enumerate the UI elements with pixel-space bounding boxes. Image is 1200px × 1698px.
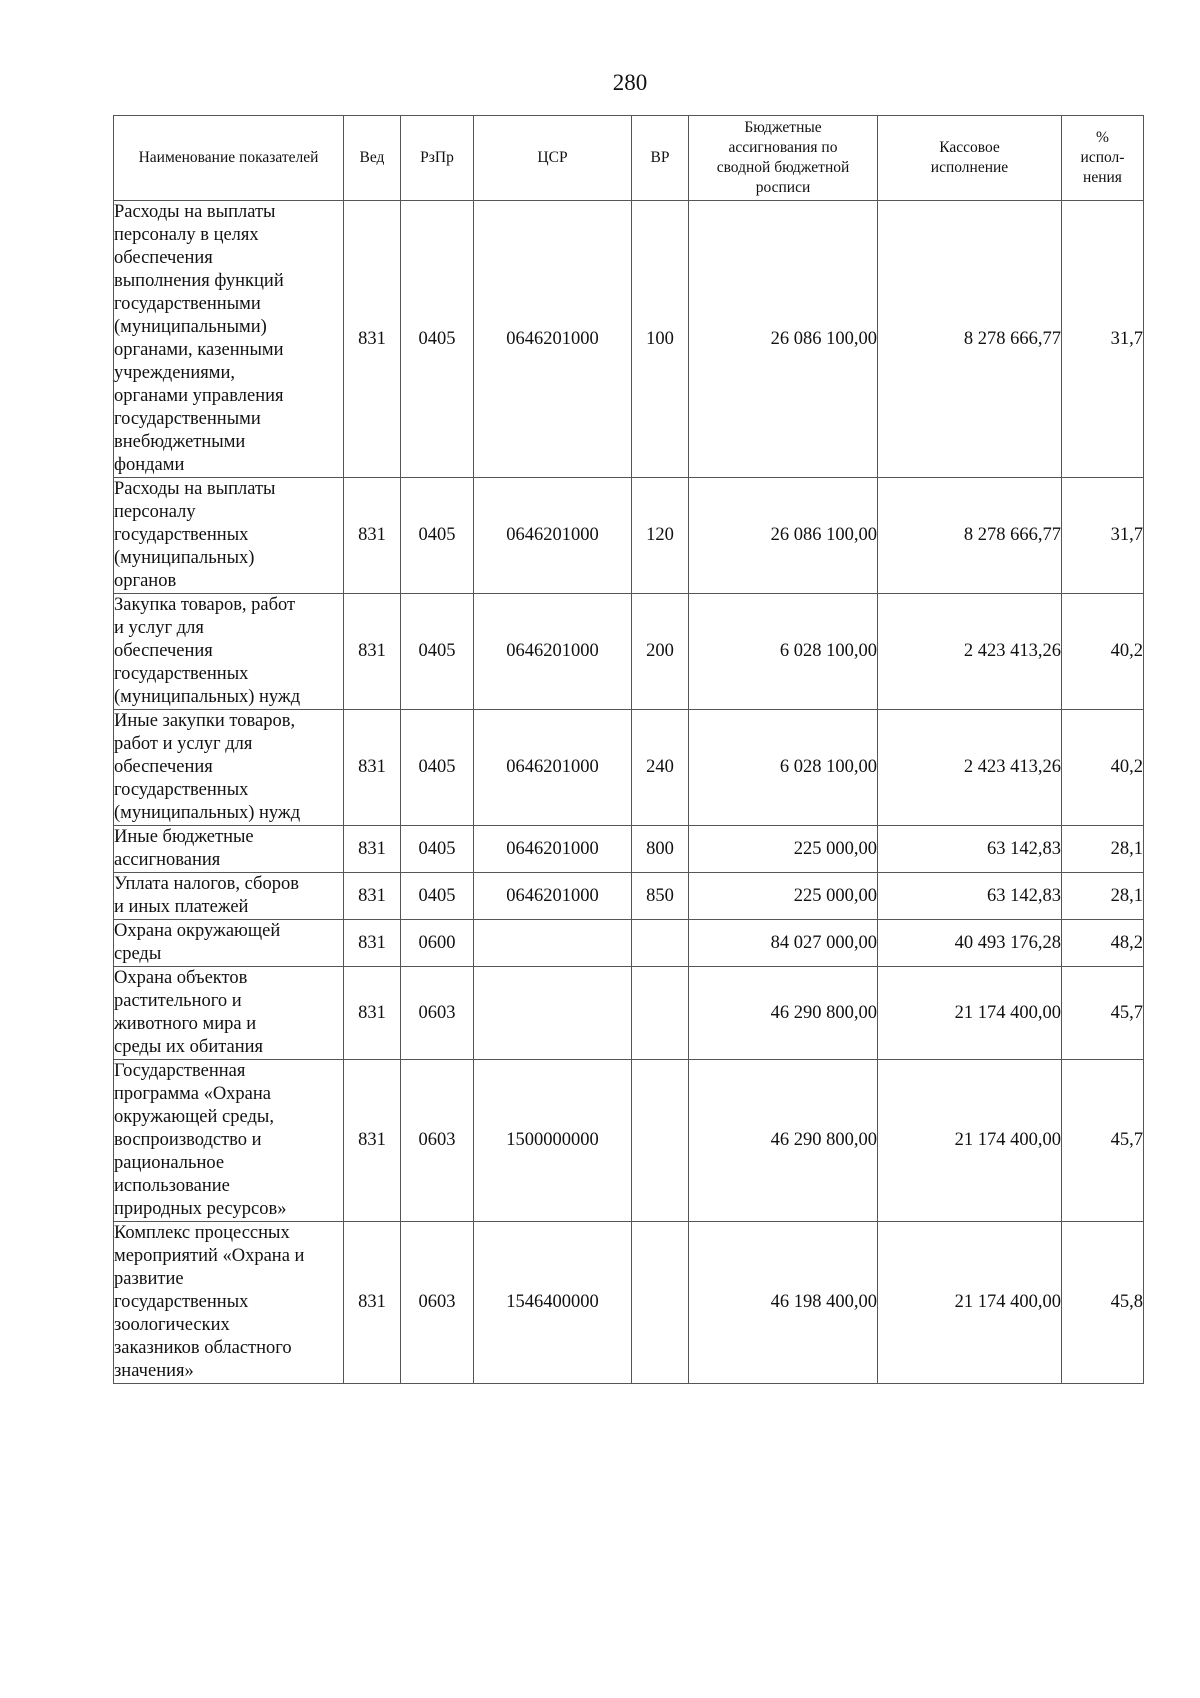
header-csr: ЦСР xyxy=(474,116,632,201)
cell-name-line: персоналу в целях xyxy=(114,225,259,245)
cell-ved: 831 xyxy=(344,920,401,967)
cell-name-line: Иные закупки товаров, xyxy=(114,711,296,731)
cell-name xyxy=(114,967,344,1060)
cell-vr: 800 xyxy=(632,826,689,873)
cell-ved: 831 xyxy=(344,967,401,1060)
cell-name-line: Закупка товаров, работ xyxy=(114,595,296,615)
cell-name-line: государственными xyxy=(114,409,261,429)
cell-name-line: среды xyxy=(114,944,162,964)
cell-name-line: фондами xyxy=(114,455,185,475)
cell-name-line: Охрана окружающей xyxy=(114,921,281,941)
cell-execution: 2 423 413,26 xyxy=(878,710,1062,826)
cell-name-line: Комплекс процессных xyxy=(114,1223,290,1243)
cell-name-line: программа «Охрана xyxy=(114,1084,272,1104)
cell-name-line: и услуг для xyxy=(114,618,204,638)
cell-percent: 31,7 xyxy=(1062,201,1144,478)
page-number: 280 xyxy=(612,70,648,95)
cell-csr: 0646201000 xyxy=(474,873,632,920)
table-row xyxy=(114,1060,1144,1222)
cell-percent: 28,1 xyxy=(1062,873,1144,920)
cell-name-line: Охрана объектов xyxy=(114,968,248,988)
cell-name-line: органами управления xyxy=(114,386,284,406)
cell-name-line: и иных платежей xyxy=(114,897,249,917)
table-row xyxy=(114,478,1144,594)
cell-csr xyxy=(474,920,632,967)
cell-name-line: окружающей среды, xyxy=(114,1107,274,1127)
header-execution: Кассовое исполнение xyxy=(878,116,1062,201)
cell-name xyxy=(114,1222,344,1384)
cell-name-line: ассигнования xyxy=(114,850,221,870)
cell-vr xyxy=(632,1060,689,1222)
cell-rzpr: 0603 xyxy=(401,1222,474,1384)
header-percent-line3: нения xyxy=(1083,169,1122,186)
cell-csr: 0646201000 xyxy=(474,478,632,594)
cell-name-line: государственными xyxy=(114,294,261,314)
cell-ved: 831 xyxy=(344,710,401,826)
cell-name-line: значения» xyxy=(114,1361,194,1381)
cell-percent: 45,8 xyxy=(1062,1222,1144,1384)
cell-name-line: Уплата налогов, сборов xyxy=(114,874,299,894)
cell-vr: 200 xyxy=(632,594,689,710)
cell-name xyxy=(114,1060,344,1222)
cell-vr: 850 xyxy=(632,873,689,920)
cell-ved: 831 xyxy=(344,826,401,873)
cell-csr: 1546400000 xyxy=(474,1222,632,1384)
cell-name xyxy=(114,478,344,594)
cell-name-line: среды их обитания xyxy=(114,1037,264,1057)
table-row xyxy=(114,594,1144,710)
cell-name-line: зоологических xyxy=(114,1315,230,1335)
cell-name xyxy=(114,826,344,873)
cell-percent: 40,2 xyxy=(1062,710,1144,826)
cell-allocations: 46 198 400,00 xyxy=(689,1222,878,1384)
cell-name-line: (муниципальных) нужд xyxy=(114,687,301,707)
cell-csr: 0646201000 xyxy=(474,594,632,710)
cell-vr xyxy=(632,920,689,967)
cell-ved: 831 xyxy=(344,1222,401,1384)
cell-name-line: мероприятий «Охрана и xyxy=(114,1246,305,1266)
cell-execution: 8 278 666,77 xyxy=(878,201,1062,478)
cell-name xyxy=(114,594,344,710)
cell-name-line: (муниципальных) нужд xyxy=(114,803,301,823)
cell-allocations: 6 028 100,00 xyxy=(689,710,878,826)
cell-rzpr: 0405 xyxy=(401,594,474,710)
cell-allocations: 26 086 100,00 xyxy=(689,201,878,478)
cell-execution: 40 493 176,28 xyxy=(878,920,1062,967)
header-allocations: Бюджетные ассигнования по сводной бюджетной росписи xyxy=(689,116,878,201)
cell-percent: 40,2 xyxy=(1062,594,1144,710)
cell-percent: 45,7 xyxy=(1062,967,1144,1060)
table-row xyxy=(114,920,1144,967)
cell-execution: 2 423 413,26 xyxy=(878,594,1062,710)
cell-name-line: учреждениями, xyxy=(114,363,235,383)
cell-ved: 831 xyxy=(344,1060,401,1222)
cell-csr: 0646201000 xyxy=(474,201,632,478)
cell-name-line: внебюджетными xyxy=(114,432,246,452)
cell-percent: 31,7 xyxy=(1062,478,1144,594)
table-row xyxy=(114,1222,1144,1384)
cell-ved: 831 xyxy=(344,873,401,920)
cell-name-line: обеспечения xyxy=(114,757,213,777)
cell-name-line: персоналу xyxy=(114,502,196,522)
cell-percent: 48,2 xyxy=(1062,920,1144,967)
header-vr: ВР xyxy=(632,116,689,201)
header-percent-line1: % xyxy=(1096,129,1109,146)
cell-name-line: Государственная xyxy=(114,1061,246,1081)
cell-name-line: (муниципальных) xyxy=(114,548,255,568)
header-rzpr: РзПр xyxy=(401,116,474,201)
cell-name-line: обеспечения xyxy=(114,248,213,268)
cell-allocations: 46 290 800,00 xyxy=(689,967,878,1060)
cell-execution: 63 142,83 xyxy=(878,873,1062,920)
cell-execution: 21 174 400,00 xyxy=(878,1060,1062,1222)
cell-ved: 831 xyxy=(344,594,401,710)
cell-name-line: органов xyxy=(114,571,177,591)
cell-vr xyxy=(632,1222,689,1384)
cell-name-line: государственных xyxy=(114,780,249,800)
cell-rzpr: 0405 xyxy=(401,873,474,920)
cell-rzpr: 0603 xyxy=(401,1060,474,1222)
cell-allocations: 225 000,00 xyxy=(689,873,878,920)
cell-execution: 8 278 666,77 xyxy=(878,478,1062,594)
cell-name-line: растительного и xyxy=(114,991,242,1011)
cell-execution: 63 142,83 xyxy=(878,826,1062,873)
cell-name-line: заказников областного xyxy=(114,1338,292,1358)
cell-csr: 0646201000 xyxy=(474,826,632,873)
cell-vr: 240 xyxy=(632,710,689,826)
table-row xyxy=(114,710,1144,826)
header-percent xyxy=(1062,116,1144,201)
cell-name-line: органами, казенными xyxy=(114,340,284,360)
table-body xyxy=(114,201,1144,1384)
cell-ved: 831 xyxy=(344,201,401,478)
cell-allocations: 84 027 000,00 xyxy=(689,920,878,967)
cell-name-line: Расходы на выплаты xyxy=(114,202,276,222)
cell-allocations: 46 290 800,00 xyxy=(689,1060,878,1222)
cell-execution: 21 174 400,00 xyxy=(878,1222,1062,1384)
cell-name-line: государственных xyxy=(114,525,249,545)
cell-csr: 1500000000 xyxy=(474,1060,632,1222)
cell-name xyxy=(114,920,344,967)
table-row xyxy=(114,873,1144,920)
cell-name-line: государственных xyxy=(114,1292,249,1312)
cell-allocations: 6 028 100,00 xyxy=(689,594,878,710)
table-row xyxy=(114,826,1144,873)
table-header-row xyxy=(114,116,1144,201)
table-row xyxy=(114,967,1144,1060)
cell-name-line: выполнения функций xyxy=(114,271,284,291)
header-ved: Вед xyxy=(344,116,401,201)
cell-name-line: государственных xyxy=(114,664,249,684)
cell-name-line: воспроизводство и xyxy=(114,1130,262,1150)
cell-execution: 21 174 400,00 xyxy=(878,967,1062,1060)
cell-name-line: природных ресурсов» xyxy=(114,1199,287,1219)
cell-name-line: Расходы на выплаты xyxy=(114,479,276,499)
cell-rzpr: 0603 xyxy=(401,967,474,1060)
cell-name xyxy=(114,710,344,826)
cell-vr: 120 xyxy=(632,478,689,594)
cell-ved: 831 xyxy=(344,478,401,594)
cell-name-line: использование xyxy=(114,1176,230,1196)
cell-vr xyxy=(632,967,689,1060)
cell-name-line: Иные бюджетные xyxy=(114,827,254,847)
cell-name-line: животного мира и xyxy=(114,1014,257,1034)
cell-csr: 0646201000 xyxy=(474,710,632,826)
table-row xyxy=(114,201,1144,478)
cell-csr xyxy=(474,967,632,1060)
cell-vr: 100 xyxy=(632,201,689,478)
cell-name xyxy=(114,201,344,478)
cell-rzpr: 0600 xyxy=(401,920,474,967)
cell-name-line: развитие xyxy=(114,1269,184,1289)
cell-allocations: 26 086 100,00 xyxy=(689,478,878,594)
cell-rzpr: 0405 xyxy=(401,201,474,478)
cell-rzpr: 0405 xyxy=(401,478,474,594)
header-name: Наименование показателей xyxy=(114,116,344,201)
cell-percent: 28,1 xyxy=(1062,826,1144,873)
cell-percent: 45,7 xyxy=(1062,1060,1144,1222)
cell-name-line: работ и услуг для xyxy=(114,734,253,754)
cell-rzpr: 0405 xyxy=(401,826,474,873)
cell-name-line: рациональное xyxy=(114,1153,225,1173)
header-percent-line2: испол- xyxy=(1080,149,1125,166)
cell-name xyxy=(114,873,344,920)
cell-allocations: 225 000,00 xyxy=(689,826,878,873)
cell-name-line: (муниципальными) xyxy=(114,317,267,337)
cell-name-line: обеспечения xyxy=(114,641,213,661)
cell-rzpr: 0405 xyxy=(401,710,474,826)
budget-execution-table xyxy=(113,115,1144,1384)
